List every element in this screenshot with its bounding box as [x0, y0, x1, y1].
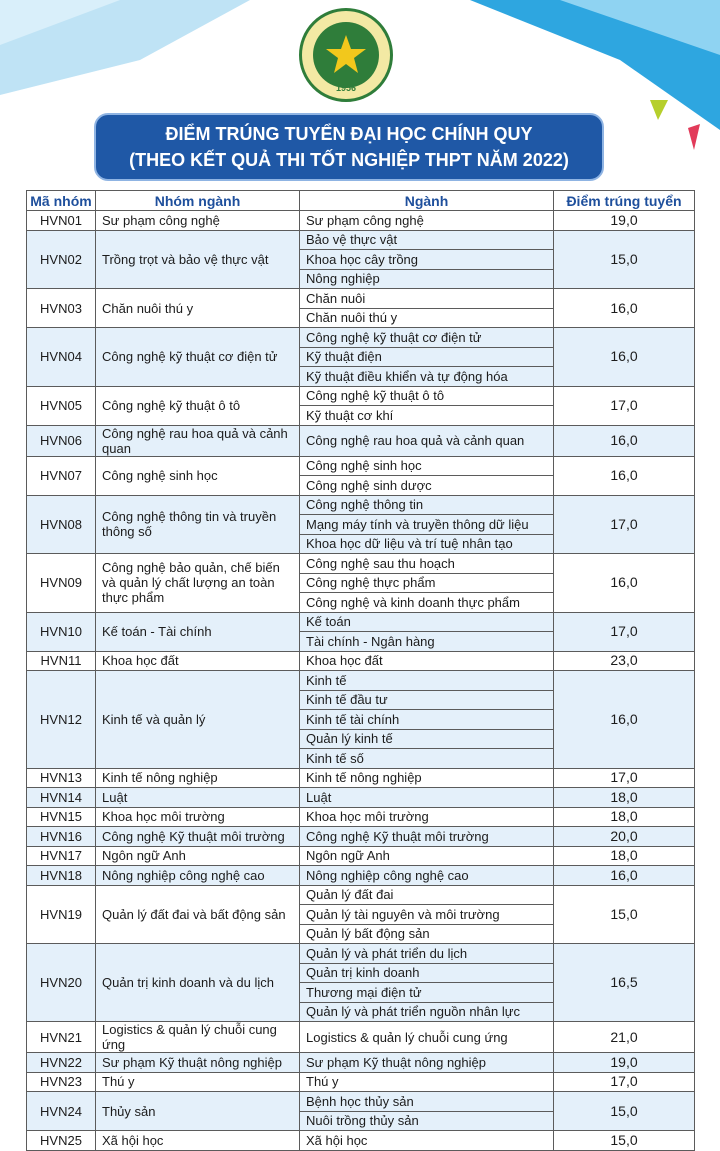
group-code-cell: HVN11 — [27, 651, 96, 671]
group-code-cell: HVN12 — [27, 671, 96, 769]
group-name-cell: Nông nghiệp công nghệ cao — [96, 866, 300, 886]
score-cell: 17,0 — [554, 386, 695, 425]
major-cell: Công nghệ thực phẩm — [300, 573, 554, 593]
score-cell: 16,5 — [554, 944, 695, 1022]
major-cell: Quản lý đất đai — [300, 885, 554, 905]
major-cell: Kỹ thuật điều khiển và tự động hóa — [300, 367, 554, 387]
table-row — [27, 846, 695, 866]
table-row — [27, 1072, 695, 1092]
score-cell: 18,0 — [554, 807, 695, 827]
score-cell: 16,0 — [554, 456, 695, 495]
group-code-cell: HVN13 — [27, 768, 96, 788]
table-row — [27, 827, 695, 847]
major-cell: Công nghệ kỹ thuật cơ điện tử — [300, 328, 554, 348]
major-cell: Công nghệ thông tin — [300, 495, 554, 515]
admission-score-table — [26, 190, 695, 1151]
score-cell: 15,0 — [554, 885, 695, 944]
group-name-cell: Công nghệ Kỹ thuật môi trường — [96, 827, 300, 847]
table-row — [27, 1053, 695, 1073]
group-code-cell: HVN07 — [27, 456, 96, 495]
table-row — [27, 671, 695, 691]
group-name-cell: Xã hội học — [96, 1131, 300, 1151]
col-header-score: Điểm trúng tuyển — [554, 191, 695, 211]
group-code-cell: HVN04 — [27, 328, 96, 387]
major-cell: Kinh tế số — [300, 749, 554, 769]
group-name-cell: Luật — [96, 788, 300, 808]
score-cell: 18,0 — [554, 788, 695, 808]
group-code-cell: HVN25 — [27, 1131, 96, 1151]
major-cell: Kỹ thuật điện — [300, 347, 554, 367]
academy-logo — [299, 8, 393, 102]
major-cell: Khoa học cây trồng — [300, 250, 554, 270]
major-cell: Quản lý tài nguyên và môi trường — [300, 905, 554, 925]
major-cell: Quản lý và phát triển du lịch — [300, 944, 554, 964]
title-banner — [94, 113, 604, 181]
score-cell: 19,0 — [554, 1053, 695, 1073]
score-cell: 16,0 — [554, 866, 695, 886]
score-cell: 15,0 — [554, 230, 695, 289]
group-code-cell: HVN10 — [27, 612, 96, 651]
page-title: ĐIỂM TRÚNG TUYỂN ĐẠI HỌC CHÍNH QUY — [165, 124, 533, 144]
col-header-major: Ngành — [300, 191, 554, 211]
major-cell: Bảo vệ thực vật — [300, 230, 554, 250]
major-cell: Khoa học môi trường — [300, 807, 554, 827]
logo-year: 1956 — [335, 83, 357, 93]
table-row — [27, 230, 695, 250]
group-code-cell: HVN06 — [27, 425, 96, 456]
table-row — [27, 456, 695, 476]
logo-star-icon — [324, 33, 368, 77]
group-code-cell: HVN05 — [27, 386, 96, 425]
group-name-cell: Sư phạm Kỹ thuật nông nghiệp — [96, 1053, 300, 1073]
major-cell: Quản trị kinh doanh — [300, 963, 554, 983]
group-name-cell: Công nghệ thông tin và truyền thông số — [96, 495, 300, 554]
major-cell: Khoa học dữ liệu và trí tuệ nhân tạo — [300, 534, 554, 554]
table-row — [27, 788, 695, 808]
major-cell: Công nghệ sinh học — [300, 456, 554, 476]
group-name-cell: Kế toán - Tài chính — [96, 612, 300, 651]
table-row — [27, 211, 695, 231]
group-code-cell: HVN14 — [27, 788, 96, 808]
score-cell: 15,0 — [554, 1092, 695, 1131]
score-cell: 17,0 — [554, 612, 695, 651]
group-name-cell: Công nghệ kỹ thuật cơ điện tử — [96, 328, 300, 387]
major-cell: Kinh tế tài chính — [300, 710, 554, 730]
major-cell: Sư phạm công nghệ — [300, 211, 554, 231]
major-cell: Quản lý và phát triển nguồn nhân lực — [300, 1002, 554, 1022]
table-row — [27, 328, 695, 348]
table-row — [27, 386, 695, 406]
group-name-cell: Kinh tế nông nghiệp — [96, 768, 300, 788]
major-cell: Nông nghiệp công nghệ cao — [300, 866, 554, 886]
major-cell: Kế toán — [300, 612, 554, 632]
col-header-code: Mã nhóm — [27, 191, 96, 211]
table-row — [27, 289, 695, 309]
major-cell: Kinh tế đầu tư — [300, 690, 554, 710]
major-cell: Kỹ thuật cơ khí — [300, 406, 554, 426]
major-cell: Công nghệ và kinh doanh thực phẩm — [300, 593, 554, 613]
table-row — [27, 768, 695, 788]
major-cell: Sư phạm Kỹ thuật nông nghiệp — [300, 1053, 554, 1073]
major-cell: Công nghệ sinh dược — [300, 476, 554, 496]
table-row — [27, 651, 695, 671]
major-cell: Logistics & quản lý chuỗi cung ứng — [300, 1022, 554, 1053]
group-code-cell: HVN18 — [27, 866, 96, 886]
table-row — [27, 944, 695, 964]
table-row — [27, 1131, 695, 1151]
major-cell: Khoa học đất — [300, 651, 554, 671]
group-code-cell: HVN23 — [27, 1072, 96, 1092]
group-name-cell: Khoa học đất — [96, 651, 300, 671]
major-cell: Công nghệ Kỹ thuật môi trường — [300, 827, 554, 847]
group-code-cell: HVN15 — [27, 807, 96, 827]
group-name-cell: Quản trị kinh doanh và du lịch — [96, 944, 300, 1022]
group-name-cell: Công nghệ kỹ thuật ô tô — [96, 386, 300, 425]
major-cell: Công nghệ rau hoa quả và cảnh quan — [300, 425, 554, 456]
group-code-cell: HVN22 — [27, 1053, 96, 1073]
table-row — [27, 1022, 695, 1053]
major-cell: Kinh tế — [300, 671, 554, 691]
major-cell: Mạng máy tính và truyền thông dữ liệu — [300, 515, 554, 535]
group-code-cell: HVN03 — [27, 289, 96, 328]
group-name-cell: Kinh tế và quản lý — [96, 671, 300, 769]
group-name-cell: Khoa học môi trường — [96, 807, 300, 827]
score-cell: 16,0 — [554, 554, 695, 613]
major-cell: Bệnh học thủy sản — [300, 1092, 554, 1112]
table-row — [27, 1092, 695, 1112]
group-name-cell: Công nghệ bảo quản, chế biến và quản lý chất lượng an toàn thực phẩm — [96, 554, 300, 613]
score-cell: 23,0 — [554, 651, 695, 671]
group-code-cell: HVN01 — [27, 211, 96, 231]
table-row — [27, 495, 695, 515]
group-code-cell: HVN16 — [27, 827, 96, 847]
col-header-group: Nhóm ngành — [96, 191, 300, 211]
table-header-row — [27, 191, 695, 211]
table-row — [27, 554, 695, 574]
group-code-cell: HVN20 — [27, 944, 96, 1022]
major-cell: Quản lý bất động sản — [300, 924, 554, 944]
group-code-cell: HVN08 — [27, 495, 96, 554]
major-cell: Kinh tế nông nghiệp — [300, 768, 554, 788]
score-cell: 15,0 — [554, 1131, 695, 1151]
score-cell: 16,0 — [554, 425, 695, 456]
major-cell: Thú y — [300, 1072, 554, 1092]
group-name-cell: Công nghệ rau hoa quả và cảnh quan — [96, 425, 300, 456]
group-name-cell: Công nghệ sinh học — [96, 456, 300, 495]
major-cell: Ngôn ngữ Anh — [300, 846, 554, 866]
major-cell: Nuôi trồng thủy sản — [300, 1111, 554, 1131]
group-name-cell: Thủy sản — [96, 1092, 300, 1131]
score-cell: 16,0 — [554, 671, 695, 769]
score-cell: 17,0 — [554, 768, 695, 788]
major-cell: Chăn nuôi thú y — [300, 308, 554, 328]
page-subtitle: (THEO KẾT QUẢ THI TỐT NGHIỆP THPT NĂM 2022) — [129, 150, 569, 170]
group-name-cell: Logistics & quản lý chuỗi cung ứng — [96, 1022, 300, 1053]
score-cell: 20,0 — [554, 827, 695, 847]
score-cell: 21,0 — [554, 1022, 695, 1053]
table-row — [27, 425, 695, 456]
major-cell: Chăn nuôi — [300, 289, 554, 309]
group-name-cell: Trồng trọt và bảo vệ thực vật — [96, 230, 300, 289]
major-cell: Luật — [300, 788, 554, 808]
score-cell: 17,0 — [554, 1072, 695, 1092]
table-row — [27, 866, 695, 886]
group-code-cell: HVN17 — [27, 846, 96, 866]
group-name-cell: Ngôn ngữ Anh — [96, 846, 300, 866]
score-cell: 16,0 — [554, 328, 695, 387]
table-row — [27, 885, 695, 905]
table-row — [27, 807, 695, 827]
logo-emblem — [313, 22, 379, 88]
group-code-cell: HVN19 — [27, 885, 96, 944]
score-cell: 18,0 — [554, 846, 695, 866]
group-code-cell: HVN09 — [27, 554, 96, 613]
major-cell: Nông nghiệp — [300, 269, 554, 289]
score-cell: 17,0 — [554, 495, 695, 554]
table-row — [27, 612, 695, 632]
group-code-cell: HVN02 — [27, 230, 96, 289]
major-cell: Công nghệ kỹ thuật ô tô — [300, 386, 554, 406]
major-cell: Công nghệ sau thu hoạch — [300, 554, 554, 574]
group-name-cell: Chăn nuôi thú y — [96, 289, 300, 328]
group-name-cell: Sư phạm công nghệ — [96, 211, 300, 231]
major-cell: Tài chính - Ngân hàng — [300, 632, 554, 652]
table-body — [27, 211, 695, 1151]
group-name-cell: Thú y — [96, 1072, 300, 1092]
major-cell: Quản lý kinh tế — [300, 729, 554, 749]
major-cell: Xã hội học — [300, 1131, 554, 1151]
group-code-cell: HVN24 — [27, 1092, 96, 1131]
score-cell: 16,0 — [554, 289, 695, 328]
group-name-cell: Quản lý đất đai và bất động sản — [96, 885, 300, 944]
group-code-cell: HVN21 — [27, 1022, 96, 1053]
score-cell: 19,0 — [554, 211, 695, 231]
major-cell: Thương mại điện tử — [300, 983, 554, 1003]
